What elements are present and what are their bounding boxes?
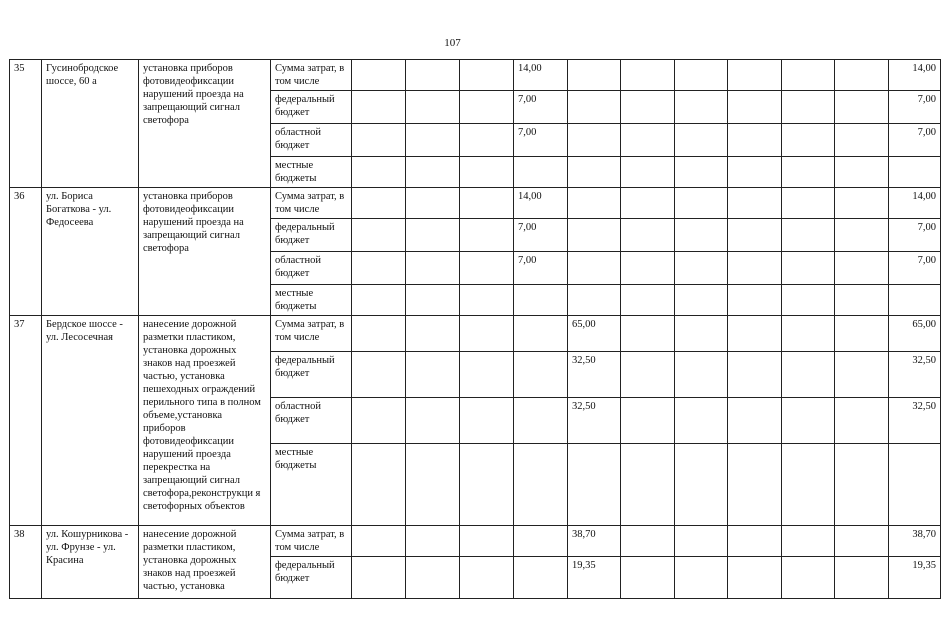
total-value: 19,35 [889,557,941,599]
cost-value: 7,00 [514,91,568,124]
table-row [10,188,941,219]
total-value: 14,00 [889,60,941,91]
cost-value: 14,00 [514,60,568,91]
total-value: 7,00 [889,91,941,124]
funding-label: Сумма затрат, в том числе [271,316,352,352]
total-value [889,444,941,526]
total-value: 32,50 [889,398,941,444]
address-cell: ул. Кошурникова - ул. Фрунзе - ул. Красина [42,526,139,599]
total-value [889,285,941,316]
cost-value: 65,00 [568,316,621,352]
address-cell: ул. Бориса Богаткова - ул. Федосеева [42,188,139,316]
total-value: 14,00 [889,188,941,219]
address-cell: Гусинобродское шоссе, 60 а [42,60,139,188]
page-number: 107 [444,37,461,49]
total-value: 7,00 [889,124,941,157]
funding-label: областной бюджет [271,124,352,157]
table-row [10,60,941,91]
total-value: 38,70 [889,526,941,557]
cost-value: 14,00 [514,188,568,219]
total-value [889,157,941,188]
row-number: 36 [10,188,42,316]
cost-value: 7,00 [514,124,568,157]
funding-label: федеральный бюджет [271,557,352,599]
funding-label: областной бюджет [271,252,352,285]
table-row [10,316,941,352]
row-number: 37 [10,316,42,526]
funding-label: областной бюджет [271,398,352,444]
budget-table [9,59,941,599]
cost-value [514,157,568,188]
description-cell: установка приборов фотовидеофиксации нарушений проезда на запрещающий сигнал светофора [139,60,271,188]
funding-label: Сумма затрат, в том числе [271,526,352,557]
description-cell: нанесение дорожной разметки пластиком, установка дорожных знаков над проезжей частью, установка пешеходных ограждений перильного типа в полном объеме,установка приборов фотовидеофиксации нарушений проезда перекрестка на запрещающий сигнал светофора,реконструкци я светофорных объектов [139,316,271,526]
cost-value: 19,35 [568,557,621,599]
row-number: 35 [10,60,42,188]
total-value: 65,00 [889,316,941,352]
cost-value [514,285,568,316]
funding-label: федеральный бюджет [271,352,352,398]
cost-value: 7,00 [514,252,568,285]
funding-label: федеральный бюджет [271,91,352,124]
cost-value [568,444,621,526]
table-row [10,526,941,557]
row-number: 38 [10,526,42,599]
total-value: 7,00 [889,219,941,252]
funding-label: местные бюджеты [271,285,352,316]
funding-label: местные бюджеты [271,444,352,526]
cost-value: 7,00 [514,219,568,252]
cost-value: 38,70 [568,526,621,557]
funding-label: федеральный бюджет [271,219,352,252]
address-cell: Бердское шоссе - ул. Лесосечная [42,316,139,526]
total-value: 7,00 [889,252,941,285]
funding-label: Сумма затрат, в том числе [271,188,352,219]
cost-value: 32,50 [568,352,621,398]
funding-label: местные бюджеты [271,157,352,188]
description-cell: установка приборов фотовидеофиксации нарушений проезда на запрещающий сигнал светофора [139,188,271,316]
description-cell: нанесение дорожной разметки пластиком, установка дорожных знаков над проезжей частью, установка [139,526,271,599]
cost-value: 32,50 [568,398,621,444]
funding-label: Сумма затрат, в том числе [271,60,352,91]
total-value: 32,50 [889,352,941,398]
